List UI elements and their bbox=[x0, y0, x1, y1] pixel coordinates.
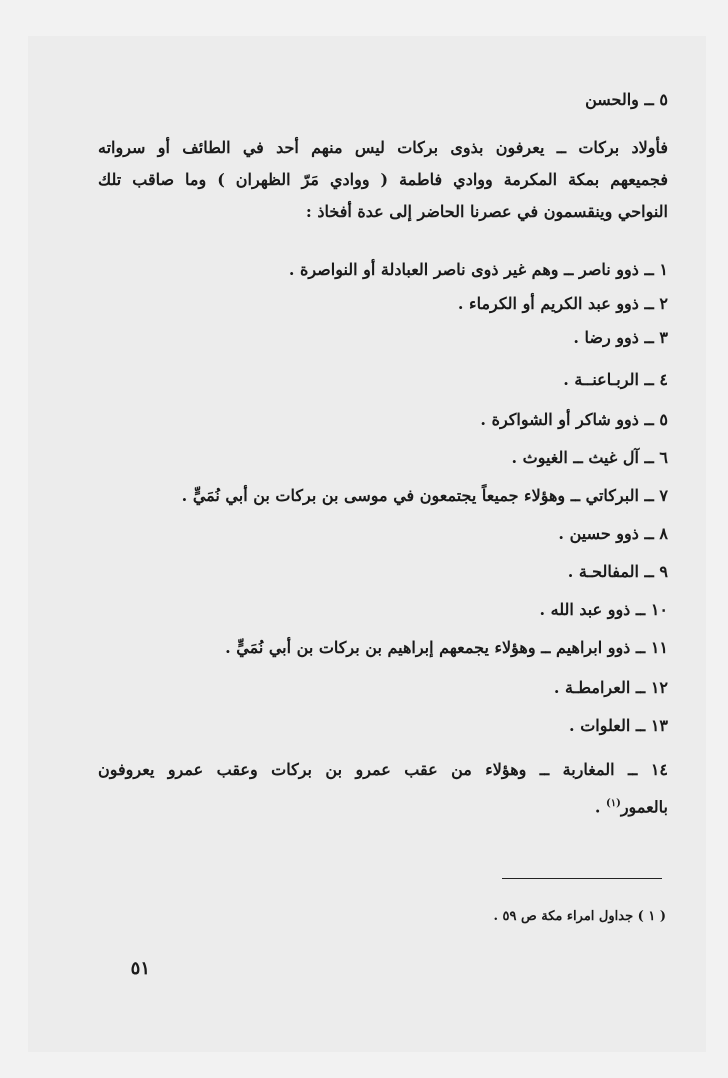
paragraph-line: فأولاد بركات ــ يعرفون بذوى بركات ليس منهم أحد في الطائف أو سرواته bbox=[98, 138, 668, 157]
footnote-marker: (١) bbox=[605, 798, 621, 809]
list-item-continuation bbox=[595, 792, 668, 819]
list-item: ١٠ ــ ذوو عبد الله . bbox=[539, 600, 668, 619]
list-item: ١٢ ــ العرامطـة . bbox=[553, 678, 668, 697]
list-item: ٤ ــ الربـاعنــة . bbox=[563, 370, 668, 389]
continuation-end: . bbox=[594, 797, 606, 817]
list-item: ١١ ــ ذوو ابراهيم ــ وهؤلاء يجمعهم إبراهيم بن بركات بن أبي نُمَيٍّ . bbox=[225, 638, 668, 657]
paragraph-line: فجميعهم بمكة المكرمة ووادي فاطمة ( ووادي مَرّ الظهران ) وما صاقب تلك bbox=[98, 170, 668, 189]
list-item: ٧ ــ البركاتي ــ وهؤلاء جميعاً يجتمعون في موسى بن بركات بن أبي نُمَيٍّ . bbox=[181, 486, 668, 505]
list-item: ١٣ ــ العلوات . bbox=[569, 716, 668, 735]
book-page bbox=[28, 36, 706, 1052]
list-item: ٣ ــ ذوو رضا . bbox=[573, 328, 668, 347]
list-item: ٦ ــ آل غيث ــ الغيوث . bbox=[511, 448, 668, 467]
continuation-text: بالعمور bbox=[620, 797, 668, 817]
footnote: ( ١ ) جداول امراء مكة ص ٥٩ . bbox=[493, 909, 666, 924]
list-item: ٥ ــ ذوو شاكر أو الشواكرة . bbox=[480, 410, 668, 429]
list-item: ٢ ــ ذوو عبد الكريم أو الكرماء . bbox=[457, 294, 668, 313]
paragraph-line: النواحي وينقسمون في عصرنا الحاضر إلى عدة أفخاذ : bbox=[305, 202, 668, 221]
list-item: ١ ــ ذوو ناصر ــ وهم غير ذوى ناصر العبادلة أو النواصرة . bbox=[288, 260, 668, 279]
list-item: ٥ ــ والحسن bbox=[585, 90, 668, 109]
page-number: ٥١ bbox=[130, 958, 150, 979]
footnote-divider bbox=[502, 878, 662, 879]
list-item: ٩ ــ المفالحـة . bbox=[567, 562, 668, 581]
list-item: ٨ ــ ذوو حسين . bbox=[558, 524, 668, 543]
list-item: ١٤ ــ المغاربة ــ وهؤلاء من عقب عمرو بن بركات وعقب عمرو يعروفون bbox=[98, 760, 668, 779]
